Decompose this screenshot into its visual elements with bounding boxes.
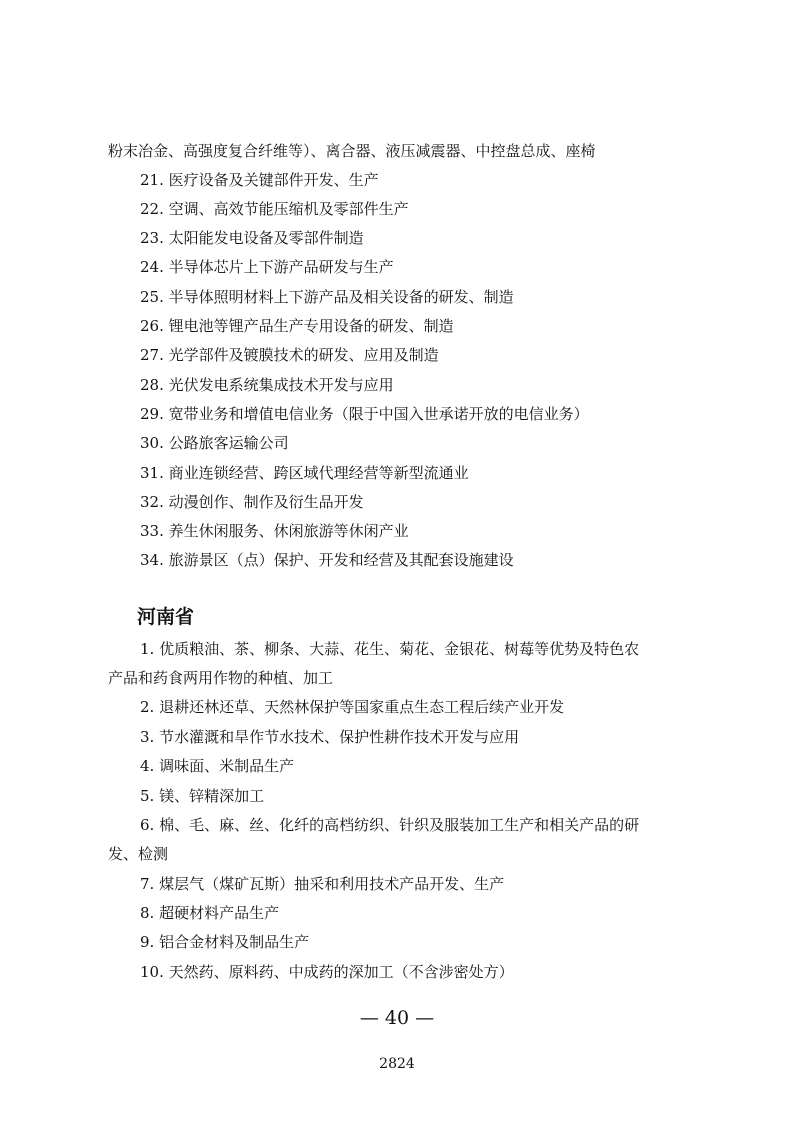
list-item: 4. 调味面、米制品生产	[140, 757, 295, 775]
list-item: 24. 半导体芯片上下游产品研发与生产	[140, 258, 394, 276]
list-item: 27. 光学部件及镀膜技术的研发、应用及制造	[140, 346, 439, 364]
list-item: 23. 太阳能发电设备及零部件制造	[140, 229, 364, 247]
list-item: 22. 空调、高效节能压缩机及零部件生产	[140, 200, 409, 218]
list-item: 28. 光伏发电系统集成技术开发与应用	[140, 376, 394, 394]
section-heading: 河南省	[137, 606, 195, 628]
list-item: 25. 半导体照明材料上下游产品及相关设备的研发、制造	[140, 288, 514, 306]
list-item: 9. 铝合金材料及制品生产	[140, 933, 310, 951]
list-item-continuation: 产品和药食两用作物的种植、加工	[108, 669, 334, 687]
list-item: 34. 旅游景区（点）保护、开发和经营及其配套设施建设	[140, 551, 514, 569]
list-item: 3. 节水灌溉和旱作节水技术、保护性耕作技术开发与应用	[140, 728, 520, 746]
list-item: 5. 镁、锌精深加工	[140, 787, 265, 805]
list-item: 2. 退耕还林还草、天然林保护等国家重点生态工程后续产业开发	[140, 698, 565, 716]
list-item: 1. 优质粮油、茶、柳条、大蒜、花生、菊花、金银花、树莓等优势及特色农	[140, 640, 640, 658]
list-item: 21. 医疗设备及关键部件开发、生产	[140, 171, 379, 189]
list-item: 30. 公路旅客运输公司	[140, 434, 289, 452]
list-item: 6. 棉、毛、麻、丝、化纤的高档纺织、针织及服装加工生产和相关产品的研	[140, 816, 640, 834]
list-item: 33. 养生休闲服务、休闲旅游等休闲产业	[140, 522, 409, 540]
sequence-number: 2824	[379, 1056, 415, 1072]
page-number: — 40 —	[359, 1007, 435, 1029]
list-item: 29. 宽带业务和增值电信业务（限于中国入世承诺开放的电信业务）	[140, 405, 589, 423]
list-item: 7. 煤层气（煤矿瓦斯）抽采和利用技术产品开发、生产	[140, 875, 505, 893]
list-item: 32. 动漫创作、制作及衍生品开发	[140, 493, 364, 511]
list-item: 8. 超硬材料产品生产	[140, 904, 280, 922]
list-item: 31. 商业连锁经营、跨区域代理经营等新型流通业	[140, 464, 469, 482]
list-item: 26. 锂电池等锂产品生产专用设备的研发、制造	[140, 317, 454, 335]
list-item: 10. 天然药、原料药、中成药的深加工（不含涉密处方）	[140, 963, 514, 981]
continuation-line: 粉末冶金、高强度复合纤维等）、离合器、液压减震器、中控盘总成、座椅	[108, 142, 596, 160]
list-item-continuation: 发、检测	[108, 845, 169, 863]
